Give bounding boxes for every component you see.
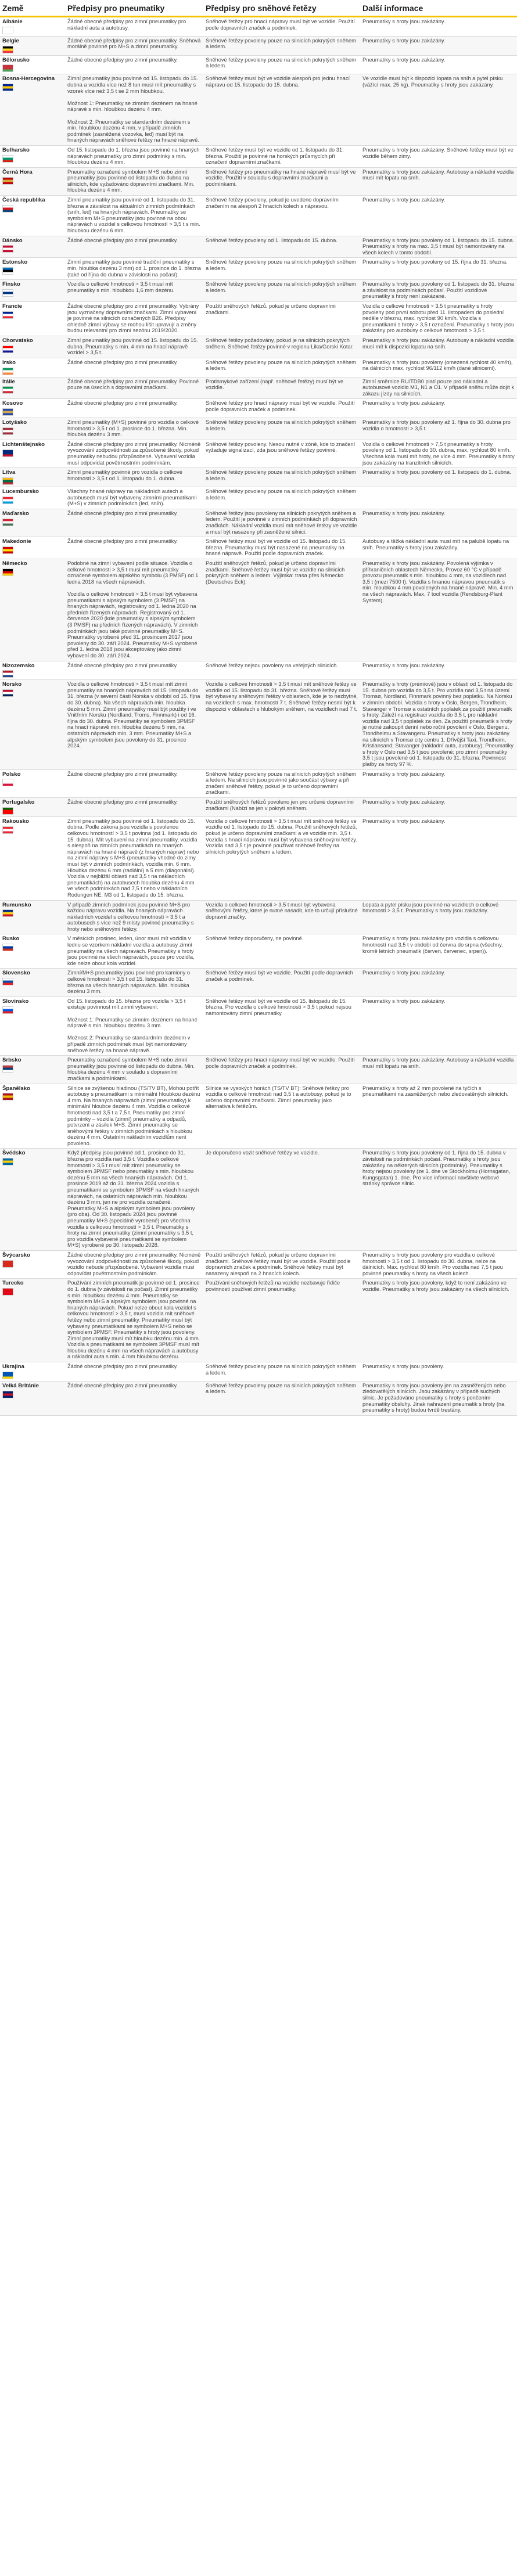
table-header bbox=[0, 0, 517, 17]
chains-cell: Sněhové řetězy povoleny, pokud je uvedeno dopravním značením na alespoň 2 hnacích kolech s nápravou. bbox=[203, 196, 360, 236]
tyres-cell: Podobné na zimní vybavení podle situace. Vozidla o celkové hmotnosti > 3,5 t musí mít pneumatiky označené symbolem alpského symbolu (3 PMSF) od 1. ledna 2018 na všech nápravách. Vozidla o celkové hmotnosti > 3,5 t musí být vybavena pneumatikami s alpským symbolem (3 PMSF) na hnaných nápravách, registrovány od 1. ledna 2020 na předních řízených nápravách. Registrovaný od 1. července 2020 (kde pneumatiky s alpským symbolem (3 PMSF) na předních řízených nápravách). V zimních podmínkách jsou také povinné pneumatiky M+S. Pneumatiky vyrobené před 31. prosincem 2017 jsou povoleny do 30. září 2024. Pneumatiky M+S vyrobené před 1. ledna 2018 jsou akceptovány jako zimní vybavení do 30. září 2024. bbox=[65, 559, 203, 661]
tyres-cell: V případě zimních podmínek jsou povinné M+S pro každou nápravu vozidla. Na hnaných nápravách nákladních vozidel s celkovou hmotností > 3,5 t a autobusech s více než 9 místy povinné pneumatiky s hroty nebo sněhovými řetězy. bbox=[65, 900, 203, 934]
tyres-cell: Zimní pneumatiky jsou povinné od 1. listopadu do 31. března a závislost na aktuálních zimních podmínkách (sníh, led) na hnaných nápravách. Pneumatiky se symbolem M+S pneumatiky jsou povinné na obou nápravách u vozidel s celkovou hmotností > 3,5 t s min. hloubkou dezénu 6 mm. bbox=[65, 196, 203, 236]
table-row bbox=[0, 1084, 517, 1149]
tyres-cell: Vozidla o celkové hmotnosti > 3,5 t musí mít zimní pneumatiky na hnaných nápravách od 15. listopadu do 31. března (v severní části Norska v období od 15. října do 30. dubna). Na všech nápravách min. hloubka dezénu 5 mm. Zimní pneumatiky musí být použity i ve Vnitřním Norsku (Nordland, Troms, Finnmark) i od 16. října do 30. dubna. Pneumatiky se symbolem 3PMSF na hnací nápravě min. hloubka dezénu 5 mm, na ostatních nápravách min. 3 mm. Pneumatiky M+S a alpským symbolem jsou povoleny do 31. prosince 2024. bbox=[65, 680, 203, 769]
france-flag-icon bbox=[2, 311, 13, 319]
country-name: Kosovo bbox=[2, 400, 23, 407]
info-cell: Pneumatiky s hroty jsou zakázány. bbox=[360, 661, 517, 680]
estonia-flag-icon bbox=[2, 267, 13, 275]
chains-cell: Sněhové řetězy povoleny pouze na silnicích pokrytých sněhem a ledem. bbox=[203, 468, 360, 487]
info-cell: Pneumatiky s hroty jsou povoleny. bbox=[360, 1362, 517, 1381]
chains-cell: Sněhové řetězy doporučeny, ne povinné. bbox=[203, 934, 360, 969]
table-row bbox=[0, 258, 517, 280]
info-cell: Pneumatiky s hroty jsou povoleny, když to není zakázáno ve vozidle. Pneumatiky s hroty jsou zakázány na všech silnicích. bbox=[360, 1279, 517, 1362]
tyres-cell: Zimní pneumatiky jsou povinné od 15. listopadu do 15. dubna. Pneumatiky s min. 4 mm na hnací nápravě vozidel > 3,5 t. bbox=[65, 336, 203, 358]
country-cell bbox=[0, 1056, 65, 1084]
table-row bbox=[0, 487, 517, 509]
country-name: Slovinsko bbox=[2, 998, 29, 1005]
chains-cell: Vozidla o celkové hmotnosti > 3,5 t musí mít sněhové řetězy ve vozidle od 1. listopadu do 15. dubna. Použití sněhových řetězů, pokud je určeno dopravními značkami a ve vozidle min. 3,5 t. Vozidla s hnací nápravou musí být vybavena sněhovými řetězy. Vozidla nad 3,5 t je povinné používat sněhové řetězy na silnicích pokrytých sněhem a ledem. bbox=[203, 816, 360, 900]
table-row bbox=[0, 769, 517, 797]
country-cell bbox=[0, 258, 65, 280]
country-name: Česká republika bbox=[2, 197, 45, 204]
header-tyres: Předpisy pro pneumatiky bbox=[65, 0, 203, 17]
country-name: Portugalsko bbox=[2, 798, 35, 805]
country-name: Bělorusko bbox=[2, 56, 30, 63]
info-cell: Pneumatiky s hroty jsou zakázány. bbox=[360, 969, 517, 996]
table-row bbox=[0, 399, 517, 418]
sweden-flag-icon bbox=[2, 1158, 13, 1165]
tyres-cell: Když předpisy jsou povinné od 1. prosince do 31. března pro vozidla nad 3,5 t. Vozidla o celkové hmotnosti > 3,5 t musí mít zimní pneumatiky se symbolem 3PMSF nebo pneumatiky s min. hloubkou dezénu 5 mm na všech hnaných nápravách. Od 1. prosince 2019 až do 31. března 2024 vozidla s pneumatikami se symbolem 3PMSF na všech hnaných nápravách, na ostatních nápravách min. hloubkou dezénu 3 mm, jen ne pro vozidla označené. Pneumatiky M+S a alpským symbolem jsou povoleny (pro oba). Od 30. listopadu 2024 jsou povinné pneumatiky M+S (speciálně vyrobené) pro všechna vozidla s celkovou hmotností > 3,5 t. Pneumatiky s hroty na zimní pneumatiky (zimní pneumatiky s 3,5 t, pro vozidla vybavené pneumatikami se symbolem M+S) vyrobené po 30. listopadu 2028. bbox=[65, 1149, 203, 1251]
country-name: Slovensko bbox=[2, 970, 30, 977]
kosovo-flag-icon bbox=[2, 408, 13, 416]
table-row bbox=[0, 1362, 517, 1381]
hungary-flag-icon bbox=[2, 519, 13, 526]
chains-cell: Sněhové řetězy povoleny pouze na silnicích pokrytých sněhem a ledem. bbox=[203, 258, 360, 280]
country-cell bbox=[0, 55, 65, 74]
info-cell: Pneumatiky s hroty jsou zakázány. Autobusy a nákladní vozidla musí mít lopatu na sníh. bbox=[360, 1056, 517, 1084]
table-row bbox=[0, 36, 517, 55]
info-cell: Pneumatiky s hroty jsou povoleny až 1. října do 30. dubna pro vozidla o hmotnosti > 3,5 t. bbox=[360, 418, 517, 440]
table-row bbox=[0, 280, 517, 302]
tyres-cell: Žádné obecné předpisy pro zimní pneumatiky. bbox=[65, 769, 203, 797]
country-cell bbox=[0, 559, 65, 661]
table-row bbox=[0, 797, 517, 816]
chains-cell: Používání sněhových řetězů na vozidle nezbavuje řidiče povinnosti používat zimní pneumatiky. bbox=[203, 1279, 360, 1362]
lithuania-flag-icon bbox=[2, 477, 13, 485]
country-cell bbox=[0, 661, 65, 680]
info-cell: Pneumatiky s hroty jsou zakázány. bbox=[360, 17, 517, 37]
country-name: Chorvatsko bbox=[2, 337, 33, 344]
country-name: Albánie bbox=[2, 19, 23, 25]
country-name: Rakousko bbox=[2, 818, 29, 825]
russia-flag-icon bbox=[2, 944, 13, 951]
info-cell: Autobusy a těžká nákladní auta musí mít na palubě lopatu na sníh. Pneumatiky s hroty jsou zakázány. bbox=[360, 537, 517, 559]
italy-flag-icon bbox=[2, 386, 13, 394]
belarus-flag-icon bbox=[2, 64, 13, 72]
info-cell: Vozidla o celkové hmotnosti > 3,5 t pneumatiky s hroty povoleny pod první sobotu před 11. listopadem do poslední neděle v březnu, max. rychlost 90 km/h. Vozidla s pneumatikami s hroty > 3,5 t označení. Pneumatiky s hroty jsou zakázány pro autobusy o celkové hmotnosti > 3,5 t. bbox=[360, 301, 517, 336]
country-name: Norsko bbox=[2, 681, 22, 688]
table-row bbox=[0, 996, 517, 1055]
country-name: Estonsko bbox=[2, 259, 28, 266]
country-name: Nizozemsko bbox=[2, 662, 35, 669]
ukraine-flag-icon bbox=[2, 1372, 13, 1379]
table-row bbox=[0, 1381, 517, 1415]
country-name: Bosna-Hercegovina bbox=[2, 75, 55, 82]
chains-cell: Sněhové řetězy pro pneumatiky na hnané nápravě musí být ve vozidle. Použití v souladu s dopravními značkami a podmínkami. bbox=[203, 167, 360, 195]
chains-cell: Sněhové řetězy povoleny pouze na silnicích pokrytých sněhem a ledem. bbox=[203, 1362, 360, 1381]
table-row bbox=[0, 55, 517, 74]
norway-flag-icon bbox=[2, 689, 13, 697]
info-cell: Pneumatiky s hroty (prémiové) jsou v oblasti od 1. listopadu do 15. dubna pro vozidla do 3,5 t. Pro vozidla nad 3,5 t na území Tromsø, Nordland, Finnmark povinný bez poplatku. Na Norsku v zimním období. Vozidla s hroty v Oslo, Bergen, Trondheim, Stavanger v Tromsø a ostatních poplatek za použití pneumatik s hroty. Záleží na registraci vozidla do 3,5 t, pro nákladní vozidla nad 3,5 t poplatek za den. Za použití pneumatik s hroty je nutné zakoupit denní nebo roční povolení v Oslo, Bergenu, Trondheimu a Stavangeru. Pneumatiky s hroty jsou zakázány na silnicích v Tromsø city centru 1. Dřívější Taxi, Trondheim, Kristiansand; Stavanger (nákladní auta, autobusy); Pneumatiky s hroty v Oslo nad 3,5 t jsou povolené; pro zimní pneumatiky 3,5 t jsou povolené od 1. listopadu do 31. března. Povinnost platby za hroty 97 %. bbox=[360, 680, 517, 769]
serbia-flag-icon bbox=[2, 1065, 13, 1073]
slovenia-flag-icon bbox=[2, 1006, 13, 1014]
info-cell: Pneumatiky s hroty jsou zakázány. Autobusy a nákladní vozidla musí mít k dispozici lopatu na sníh. bbox=[360, 336, 517, 358]
country-name: Švýcarsko bbox=[2, 1251, 31, 1258]
chains-cell: Použití sněhových řetězů povoleno jen pro určené dopravními značkami (Nabízí se jen v pokrytí sněhem. bbox=[203, 797, 360, 816]
info-cell: Pneumatiky s hroty jsou zakázány. Sněhové řetězy musí být ve vozidle během zimy. bbox=[360, 145, 517, 167]
chains-cell: Sněhové řetězy povoleny pouze na silnicích pokrytých sněhem a ledem. bbox=[203, 487, 360, 509]
tyres-cell: Pneumatiky označené symbolem M+S nebo zimní pneumatiky jsou povinné od listopadu do dubna. Min. hloubka dezénu 4 mm v souladu s dopravními značkami a podmínkami. bbox=[65, 1056, 203, 1084]
country-name: Španělsko bbox=[2, 1085, 30, 1092]
country-name: Belgie bbox=[2, 37, 19, 44]
chains-cell: Sněhové řetězy povoleny pouze na silnicích pokrytých sněhem a ledem. bbox=[203, 55, 360, 74]
tyres-cell: Žádné obecné předpisy pro zimní pneumatiky. bbox=[65, 236, 203, 258]
chains-cell: Silnice se vysokých horách (TS/TV BT): Sněhové řetězy pro vozidla o celkové hmotnosti nad 3,5 t a autobusy, pokud je to určeno dopravními značkami. Zimní pneumatiky jako alternativa k řetězům. bbox=[203, 1084, 360, 1149]
country-cell bbox=[0, 358, 65, 377]
tyres-cell: Žádné obecné předpisy pro zimní pneumatiky. bbox=[65, 797, 203, 816]
country-name: Litva bbox=[2, 469, 16, 476]
uk-flag-icon bbox=[2, 1391, 13, 1398]
tyres-cell: Pneumatiky označené symbolem M+S nebo zimní pneumatiky jsou povinné od listopadu do dubna na silnicích, kde vyžadováno dopravními značkami. Min. hloubka dezénu 4 mm. bbox=[65, 167, 203, 195]
chains-cell: Použití sněhových řetězů, pokud je určeno dopravními značkami. bbox=[203, 301, 360, 336]
country-cell bbox=[0, 1279, 65, 1362]
table-row bbox=[0, 509, 517, 537]
country-cell bbox=[0, 167, 65, 195]
info-cell: Pneumatiky s hroty jsou zakázány. Povolená výjimka v příhraničních oblastech Německa. Provoz 60 °C v případě provozu pneumatik s min. hloubkou 4 mm, na vozidlech nad 3,5 t (mezi 7500 t). Vozidla s hnanou nápravou pneumatik s min. hloubkou 4 mm povolených na hnané nápravě. Min. 4 mm na všech nápravách. Max. 7 tool vozidla (Rendsburg-Plant System). bbox=[360, 559, 517, 661]
info-cell: Pneumatiky s hroty jsou povoleny od 1. listopadu do 31. března a závislost na podmínkách počasí. Použití vozidlové pneumatiky s hroty není zakázané. bbox=[360, 280, 517, 302]
table-body bbox=[0, 17, 517, 1416]
table-row bbox=[0, 1250, 517, 1278]
info-cell: Pneumatiky s hroty jsou povoleny od 15. října do 31. března. bbox=[360, 258, 517, 280]
tyres-cell: Žádné obecné předpisy pro zimní pneumatiky. Nicméně vyvozování zodpovědnosti za způsobené škody, pokud vozidlo nebude přizpůsobené. Vybavení vozidla musí odpovídat povětrnostním podmínkám. bbox=[65, 1250, 203, 1278]
country-name: Ukrajina bbox=[2, 1363, 24, 1370]
table-row bbox=[0, 934, 517, 969]
tyres-cell: Zimní pneumatiky jsou povinné tradiční pneumatiky s min. hloubka dezénu 3 mm) od 1. prosince do 1. března (také od října do dubna v závislosti na počasí). bbox=[65, 258, 203, 280]
slovakia-flag-icon bbox=[2, 978, 13, 985]
bulgaria-flag-icon bbox=[2, 155, 13, 163]
bosnia-flag-icon bbox=[2, 84, 13, 91]
chains-cell: Sněhové řetězy musí být ve vozidle od 1. listopadu do 31. března. Použití je povinné na horských průsmycích při označení dopravními značkami. bbox=[203, 145, 360, 167]
denmark-flag-icon bbox=[2, 245, 13, 253]
chains-cell: Sněhové řetězy povoleny pouze na silnicích pokrytých sněhem a ledem. bbox=[203, 1381, 360, 1415]
tyres-cell: Od 15. listopadu do 15. března pro vozidla > 3,5 t existuje povinnost mít zimní vybavení: Možnost 1: Pneumatiky se zimním dezénem na hnané nápravě s min. hloubkou dezénu 3 mm. Možnost 2: Pneumatiky se standardním dezénem v případě zimních podmínek musí být namontovány sněhové řetězy na hnané nápravě. bbox=[65, 996, 203, 1055]
table-row bbox=[0, 301, 517, 336]
table-row bbox=[0, 680, 517, 769]
table-row bbox=[0, 537, 517, 559]
info-cell: Pneumatiky s hroty jsou zakázány. bbox=[360, 55, 517, 74]
chains-cell: Sněhové řetězy povoleny pouze na silnicích pokrytých sněhem a ledem. bbox=[203, 358, 360, 377]
chains-cell: Sněhové řetězy musí být ve vozidle. Použití podle dopravních značek a podmínek. bbox=[203, 969, 360, 996]
table-row bbox=[0, 196, 517, 236]
tyres-cell: Všechny hnané nápravy na nákladních autech a autobusech musí být vybaveny zimními pneumatikami (M+S) v zimních podmínkách (led, sníh). bbox=[65, 487, 203, 509]
country-name: Dánsko bbox=[2, 237, 23, 244]
country-name: Rumunsko bbox=[2, 901, 31, 908]
albania-flag-icon bbox=[2, 27, 13, 34]
chains-cell: Sněhové řetězy musí být ve vozidle alespoň pro jednu hnací nápravu od 15. listopadu do 15. dubna. bbox=[203, 74, 360, 146]
country-name: Finsko bbox=[2, 281, 20, 288]
chains-cell: Sněhové řetězy pro hnací nápravy musí být ve vozidle. Použití podle dopravních značek a podmínek. bbox=[203, 17, 360, 37]
country-cell bbox=[0, 301, 65, 336]
chains-cell: Sněhové řetězy musí být ve vozidle od 15. listopadu do 15. března. Pneumatiky musí být nasazené na pneumatiky na hnané nápravě. Použití podle dopravních značek. bbox=[203, 537, 360, 559]
header-info: Další informace bbox=[360, 0, 517, 17]
info-cell: Vozidla o celkové hmotnosti > 7,5 t pneumatiky s hroty povoleny od 1. listopadu do 30. dubna, max. rychlost 80 km/h. Všechna kola musí mít hroty, ne více 4 mm. Pneumatiky s hroty jsou zakázány na tranzitních silnicích. bbox=[360, 440, 517, 467]
chains-cell: Sněhové řetězy povoleny pouze na silnicích pokrytých sněhem a ledem. Na silnicích jsou povinné jako součást výbavy a při značení sněhové řetězy, pokud je to určeno dopravními značkami. bbox=[203, 769, 360, 797]
country-cell bbox=[0, 468, 65, 487]
chains-cell: Sněhové řetězy povoleny pouze na silnicích pokrytých sněhem a ledem. bbox=[203, 36, 360, 55]
country-cell bbox=[0, 377, 65, 399]
chains-cell: Sněhové řetězy pro hnací nápravy musí být ve vozidle. Použití podle dopravních značek a podmínek. bbox=[203, 399, 360, 418]
table-row bbox=[0, 900, 517, 934]
tyres-cell: Žádné obecné předpisy pro zimní pneumatiky. bbox=[65, 661, 203, 680]
chains-cell: Použití sněhových řetězů, pokud je určeno dopravními značkami. Sněhové řetězy musí být ve vozidle na silnicích pokrytých sněhem a ledem. Výjimka: trasa přes Německo (Deutsches Eck). bbox=[203, 559, 360, 661]
info-cell: Pneumatiky s hroty jsou zakázány pro vozidla s celkovou hmotností nad 3,5 t v období od června do srpna (všechny, kromě letních pneumatik (červen, červenec, srpen)). bbox=[360, 934, 517, 969]
chains-cell: Sněhové řetězy pro hnací nápravy musí být ve vozidle. Použití podle dopravních značek a podmínek. bbox=[203, 1056, 360, 1084]
table-row bbox=[0, 559, 517, 661]
netherlands-flag-icon bbox=[2, 670, 13, 678]
info-cell: Zimní směrnice RU/TDB0 platí pouze pro nákladní a autobusové vozidlo M1, N1 a O1. V případě sněhu může dojít k zákazu jízdy na silnicích. bbox=[360, 377, 517, 399]
country-name: Černá Hora bbox=[2, 168, 33, 175]
tyres-cell: Zimní pneumatiky jsou povinné od 15. listopadu do 15. dubna a vozidla více než 8 tun musí mít pneumatiky s vzorek více než 3,5 t se 2 mm hloubkou. Možnost 1: Pneumatiky se zimním dezénem na hnané nápravě s min. hloubkou dezénu 4 mm. Možnost 2: Pneumatiky se standardním dezénem s min. hloubkou dezénu 4 mm, v případě zimních podmínek (zasněžená vozovka, led) musí být na hnaných nápravách sněhové řetězy na hnané nápravě. bbox=[65, 74, 203, 146]
tyres-cell: Žádné obecné předpisy pro zimní pneumatiky. bbox=[65, 509, 203, 537]
country-cell bbox=[0, 969, 65, 996]
country-cell bbox=[0, 1149, 65, 1251]
country-name: Francie bbox=[2, 303, 23, 310]
country-name: Bulharsko bbox=[2, 146, 30, 153]
info-cell: Pneumatiky s hroty jsou povoleny od 1. listopadu do 15. dubna. Pneumatiky s hroty na max. 3,5 t musí být namontovány na všech kolech v tomto období. bbox=[360, 236, 517, 258]
country-cell bbox=[0, 1381, 65, 1415]
portugal-flag-icon bbox=[2, 807, 13, 815]
latvia-flag-icon bbox=[2, 427, 13, 435]
info-cell: Pneumatiky s hroty jsou zakázány. Autobusy a nákladní vozidla musí mít lopatu na sníh. bbox=[360, 167, 517, 195]
tyres-cell: Zimní/M+S pneumatiky jsou povinné pro kamiony o celkové hmotnosti > 3,5 t od 15. listopadu do 31. března na všech hnaných nápravách. Min. hloubka dezénu 3 mm. bbox=[65, 969, 203, 996]
chains-cell: Vozidla o celkové hmotnosti > 3,5 t musí být vybavena sněhovými řetězy, které je nutné nasadit, kde to určují příslušné dopravní značky. bbox=[203, 900, 360, 934]
czech-flag-icon bbox=[2, 205, 13, 213]
table-row bbox=[0, 377, 517, 399]
tyres-cell: Žádné obecné předpisy pro zimní pneumatiky. bbox=[65, 1381, 203, 1415]
country-name: Polsko bbox=[2, 771, 21, 778]
germany-flag-icon bbox=[2, 569, 13, 576]
table-row bbox=[0, 17, 517, 37]
tyres-cell: Žádné obecné předpisy pro zimní pneumatiky. Sněhová morálně povinné pro M+S a zimní pneumatiky. bbox=[65, 36, 203, 55]
romania-flag-icon bbox=[2, 909, 13, 917]
chains-cell: Sněhové řetězy jsou povoleny na silnicích pokrytých sněhem a ledem. Použití je povinné v zimních podmínkách při dopravních značkách. Nákladní vozidla musí mít sněhové řetězy ve vozidle a musí být nasazeny při zasněžené silnici. bbox=[203, 509, 360, 537]
macedonia-flag-icon bbox=[2, 546, 13, 554]
info-cell: Pneumatiky s hroty jsou zakázány. bbox=[360, 196, 517, 236]
tyres-cell: Zimní pneumatiky jsou povinné od 1. listopadu do 15. dubna. Podle zákona jsou vozidla s povolenou celkovou hmotností > 3,5 t povinna (od 1. listopadu do 15. dubna). Mít vybavení na zimní pneumatiky, vozidla s alespoň na zimních pneumatikách na hnaných nápravách na hnané nápravě (z hnaných náprav) nebo na zimní nápravy s M+S (pneumatiky vhodné do zimy musí být v zimních podmínkách, vozidla min. 6 mm. Hloubka dezénu 6 mm (radiální) a 5 mm (diagonální). Vozidla v nejbližší oblasti nad 3,5 t na nákladních pneumatikách) na autobusech hloubka dezénu 4 mm ve všech podmínkách nad 7,5 t nebo v nákladních Rodungen NE. M3 od 1. listopadu do 15. března. bbox=[65, 816, 203, 900]
country-cell bbox=[0, 280, 65, 302]
info-cell: Lopata a pytel písku jsou povinné na vozidlech o celkové hmotnosti > 3,5 t. Pneumatiky s hroty jsou zakázány. bbox=[360, 900, 517, 934]
country-name: Lichtenštejnsko bbox=[2, 441, 45, 448]
tyres-cell: Žádné obecné předpisy pro zimní pneumatiky. bbox=[65, 55, 203, 74]
country-cell bbox=[0, 336, 65, 358]
liechtenstein-flag-icon bbox=[2, 449, 13, 457]
tyres-cell: Vozidla o celkové hmotnosti > 3,5 t musí mít pneumatiky s min. hloubkou 1,6 mm dezénu. bbox=[65, 280, 203, 302]
info-cell: Pneumatiky s hroty jsou zakázány. bbox=[360, 399, 517, 418]
country-cell bbox=[0, 816, 65, 900]
country-cell bbox=[0, 440, 65, 467]
info-cell: Pneumatiky s hroty až 2 mm povolené na tyčích s pneumatikami na zasněžených nebo zledovatěných silnicích. bbox=[360, 1084, 517, 1149]
country-cell bbox=[0, 145, 65, 167]
country-name: Německo bbox=[2, 560, 27, 567]
turkey-flag-icon bbox=[2, 1288, 13, 1296]
info-cell: Pneumatiky s hroty jsou povoleny od 1. listopadu do 1. dubna. bbox=[360, 468, 517, 487]
tyres-cell: Od 15. listopadu do 1. března jsou povinné na hnaných nápravách pneumatiky pro zimní podmínky s min. hloubkou dezénu 4 mm. bbox=[65, 145, 203, 167]
ireland-flag-icon bbox=[2, 368, 13, 375]
tyres-cell: Žádné obecné předpisy pro zimní pneumatiky. bbox=[65, 358, 203, 377]
tyres-cell: Žádné obecné předpisy pro zimní pneumatiky. Vybrány jsou vyznačeny dopravními značkami. Zimní vybavení je povinné na silnicích označených B26. Předpisy ohledně zimní výbavy se mohou lišit upravují a změny budou relevantní pro zimní sezónu 2019/2020. bbox=[65, 301, 203, 336]
country-name: Švédsko bbox=[2, 1150, 26, 1157]
table-row bbox=[0, 358, 517, 377]
table-row bbox=[0, 74, 517, 146]
country-cell bbox=[0, 1250, 65, 1278]
info-cell: Pneumatiky s hroty jsou povoleny (omezená rychlost 40 km/h), na dálnicích max. rychlost 96/112 km/h (dané silnicemi). bbox=[360, 358, 517, 377]
spain-flag-icon bbox=[2, 1093, 13, 1100]
info-cell: Pneumatiky s hroty jsou povoleny jen na zasněžených nebo zledovatělých silnicích. Jsou zakázány v případě suchých silnic. Je požadováno pneumatiky s hroty s pončením pneumatiky obsluhy. Jinak nahrazení pneumatik s hroty (na pneumatiky s hroty) budou tvrdě trestány. bbox=[360, 1381, 517, 1415]
luxembourg-flag-icon bbox=[2, 497, 13, 504]
switzerland-flag-icon bbox=[2, 1260, 13, 1268]
tyres-cell: Zimní pneumatiky povinné pro vozidla o celkové hmotnosti > 3,5 t od 1. listopadu do 1. dubna. bbox=[65, 468, 203, 487]
country-name: Velká Británie bbox=[2, 1382, 39, 1389]
table-row bbox=[0, 969, 517, 996]
austria-flag-icon bbox=[2, 826, 13, 834]
chains-cell: Použití sněhových řetězů, pokud je určeno dopravními značkami. Sněhové řetězy musí být ve vozidle. Použití podle dopravních značek a podmínek. Sněhové řetězy musí být nasazeny alespoň na 2 hnacích kolech. bbox=[203, 1250, 360, 1278]
country-cell bbox=[0, 36, 65, 55]
tyres-cell: Žádné obecné předpisy pro zimní pneumatiky. Nicméně vyvozování zodpovědnosti za způsobené škody, pokud pneumatiky nebudou přizpůsobené. Vybavení vozidla musí odpovídat povětrnostním podmínkám. bbox=[65, 440, 203, 467]
belgium-flag-icon bbox=[2, 46, 13, 53]
info-cell: Pneumatiky s hroty jsou povoleny od 1. října do 15. dubna v závislosti na podmínkách počasí. Pneumatiky s hroty jsou zakázány na některých silnicích (podmínky). Pneumatiky s hroty nejsou povoleny (ze 1. dne ve Stockholmu (Hornsgatan, Kungsgatan) 1. dne. Pro více informací navštivte webové stránky správce silnic. bbox=[360, 1149, 517, 1251]
country-cell bbox=[0, 996, 65, 1055]
tyres-cell: Zimní pneumatiky (M+S) povinné pro vozidla o celkové hmotnosti > 3,5 t od 1. prosince do 1. března. Min. hloubka dezénu 3 mm. bbox=[65, 418, 203, 440]
chains-cell: Sněhové řetězy povoleny pouze na silnicích pokrytých sněhem a ledem. bbox=[203, 280, 360, 302]
country-cell bbox=[0, 74, 65, 146]
header-country: Země bbox=[0, 0, 65, 17]
table-row bbox=[0, 468, 517, 487]
info-cell: Pneumatiky s hroty jsou zakázány. bbox=[360, 816, 517, 900]
tyres-cell: Žádné obecné předpisy pro zimní pneumatiky. bbox=[65, 1362, 203, 1381]
info-cell: Ve vozidle musí být k dispozici lopata na sníh a pytel písku (vážící max. 25 kg). Pneumatiky s hroty jsou zakázány. bbox=[360, 74, 517, 146]
country-cell bbox=[0, 537, 65, 559]
country-cell bbox=[0, 399, 65, 418]
info-cell bbox=[360, 487, 517, 509]
info-cell: Pneumatiky s hroty jsou zakázány. bbox=[360, 769, 517, 797]
chains-cell: Sněhové řetězy povoleny. Nesou nutné v zóně, kde to značení vyžaduje signalizací, zda jsou sněhové řetězy povinné. bbox=[203, 440, 360, 467]
table-row bbox=[0, 440, 517, 467]
country-cell bbox=[0, 17, 65, 37]
chains-cell: Protismykové zařízení (např. sněhové řetězy) musí být ve vozidle. bbox=[203, 377, 360, 399]
header-row bbox=[0, 0, 517, 17]
country-cell bbox=[0, 680, 65, 769]
tyres-cell: Žádné obecné předpisy pro zimní pneumatiky. bbox=[65, 537, 203, 559]
table-row bbox=[0, 1279, 517, 1362]
country-cell bbox=[0, 509, 65, 537]
country-cell bbox=[0, 900, 65, 934]
country-name: Lotyšsko bbox=[2, 419, 27, 426]
country-cell bbox=[0, 797, 65, 816]
country-cell bbox=[0, 769, 65, 797]
table-row bbox=[0, 1056, 517, 1084]
tyres-cell: Používání zimních pneumatik je povinné od 1. prosince do 1. dubna (v závislosti na počasí). Zimní pneumatiky s min. hloubkou dezénu 4 mm. Pneumatiky se symbolem M+S a alpským symbolem jsou povinné na hnaných nápravách. Pokud nelze obout kola vozidel s celkovou hmotností > 3,5 t, musí vozidla mít sněhové řetězy nebo zimní pneumatiky. Pneumatiky musí být vybaveny pneumatikami se symbolem M+S nebo se symbolem 3PMSF. Pneumatiky s hroty jsou povoleny. Zimní pneumatiky musí mít hloubku dezénu min. 4 mm. Vozidla s pneumatikami se symbolem 3PMSF musí mít hloubku dezénu 4 mm na všech nápravách a autobusy a nákladní auta s min. 4 mm hloubkou dezénu. bbox=[65, 1279, 203, 1362]
chains-cell: Sněhové řetězy povoleny pouze na silnicích pokrytých sněhem a ledem. bbox=[203, 418, 360, 440]
country-name: Turecko bbox=[2, 1280, 24, 1287]
country-cell bbox=[0, 934, 65, 969]
tyres-cell: V měsících prosinec, leden, únor musí mít vozidla v lednu se vzorkem nákladní vozidla a autobusy zimní pneumatiky na všech nápravách. Pneumatiky s hroty jsou povinné na všech nápravách, pouze pro vozidla, kde nelze obout kola vozidel. bbox=[65, 934, 203, 969]
tyres-cell: Žádné obecné předpisy pro zimní pneumatiky. Povinné pouze na úsecích s dopravními značkami. bbox=[65, 377, 203, 399]
country-name: Irsko bbox=[2, 359, 16, 366]
croatia-flag-icon bbox=[2, 346, 13, 353]
table-row bbox=[0, 418, 517, 440]
info-cell: Pneumatiky s hroty jsou zakázány. bbox=[360, 509, 517, 537]
chains-cell: Sněhové řetězy povoleny od 1. listopadu do 15. dubna. bbox=[203, 236, 360, 258]
tyres-cell: Žádné obecné předpisy pro zimní pneumatiky pro nákladní auta a autobusy. bbox=[65, 17, 203, 37]
info-cell: Pneumatiky s hroty jsou povoleny pro vozidla o celkové hmotnosti > 3,5 t od 1. listopadu do 30. dubna, nelze na dálnicích. Max. rychlost 80 km/h. Pro vozidla nad 7,5 t jsou povinné pneumatiky s hroty na všech kolech. bbox=[360, 1250, 517, 1278]
chains-cell: Sněhové řetězy musí být ve vozidle od 15. listopadu do 15. března. Pro vozidla o celkové hmotnosti > 3,5 t pokud nejsou namontovány zimní pneumatiky. bbox=[203, 996, 360, 1055]
country-name: Makedonie bbox=[2, 538, 31, 545]
tyres-cell: Silnice se zvýšenou hladinou (TS/TV BT), Mohou potřít autobusy s pneumatikami s minimální hloubkou dezénu 4 mm. Na hnaných nápravách (zimní pneumatiky) k minimální hloubce dezénu 4 mm. Vozidla o celkové hmotnosti nad 3,5 t a 7,5 t. Pneumatiky pro zimní podmínky – vozidla (zimní) pneumatiky a odpadů, potvrzení a zásilek M+S. Zimní pneumatiky se sněhovými řetězy v zimních podmínkách s hloubkou dezénu 4 mm. Ostatním nákladním vozidlům není povoleno. bbox=[65, 1084, 203, 1149]
header-chains: Předpisy pro sněhové řetězy bbox=[203, 0, 360, 17]
country-cell bbox=[0, 236, 65, 258]
country-cell bbox=[0, 418, 65, 440]
chains-cell: Sněhové řetězy nejsou povoleny na veřejných silnicích. bbox=[203, 661, 360, 680]
table-row bbox=[0, 145, 517, 167]
table-row bbox=[0, 336, 517, 358]
info-cell: Pneumatiky s hroty jsou zakázány. bbox=[360, 797, 517, 816]
info-cell: Pneumatiky s hroty jsou zakázány. bbox=[360, 996, 517, 1055]
poland-flag-icon bbox=[2, 779, 13, 786]
table-row bbox=[0, 661, 517, 680]
table-row bbox=[0, 1149, 517, 1251]
montenegro-flag-icon bbox=[2, 177, 13, 185]
country-cell bbox=[0, 1084, 65, 1149]
table-row bbox=[0, 167, 517, 195]
info-cell: Pneumatiky s hroty jsou zakázány. bbox=[360, 36, 517, 55]
country-cell bbox=[0, 487, 65, 509]
table-row bbox=[0, 816, 517, 900]
country-name: Itálie bbox=[2, 378, 15, 385]
table-row bbox=[0, 236, 517, 258]
country-name: Rusko bbox=[2, 936, 20, 942]
tyres-cell: Žádné obecné předpisy pro zimní pneumatiky. bbox=[65, 399, 203, 418]
chains-cell: Vozidla o celkové hmotnosti > 3,5 t musí mít sněhové řetězy ve vozidle od 15. listopadu do 31. března. Sněhové řetězy musí být vybaveny sněhovými řetězy v oblastech, kde je to nezbytné, na vozidlech s max. hmotností 7 t. Sněhové řetězy nesmí být k dispozici v oblastech s hlubokým sněhem, na vozidlech nad 7 t. bbox=[203, 680, 360, 769]
country-cell bbox=[0, 1362, 65, 1381]
chains-cell: Sněhové řetězy požadovány, pokud je na silnicích pokrytých sněhem. Sněhové řetězy povinné v regionu Lika/Gorski Kotar. bbox=[203, 336, 360, 358]
country-name: Srbsko bbox=[2, 1057, 21, 1064]
finland-flag-icon bbox=[2, 289, 13, 297]
chains-cell: Je doporučeno vozit sněhové řetězy ve vozidle. bbox=[203, 1149, 360, 1251]
country-cell bbox=[0, 196, 65, 236]
country-name: Maďarsko bbox=[2, 510, 29, 517]
country-name: Lucembursko bbox=[2, 488, 39, 495]
